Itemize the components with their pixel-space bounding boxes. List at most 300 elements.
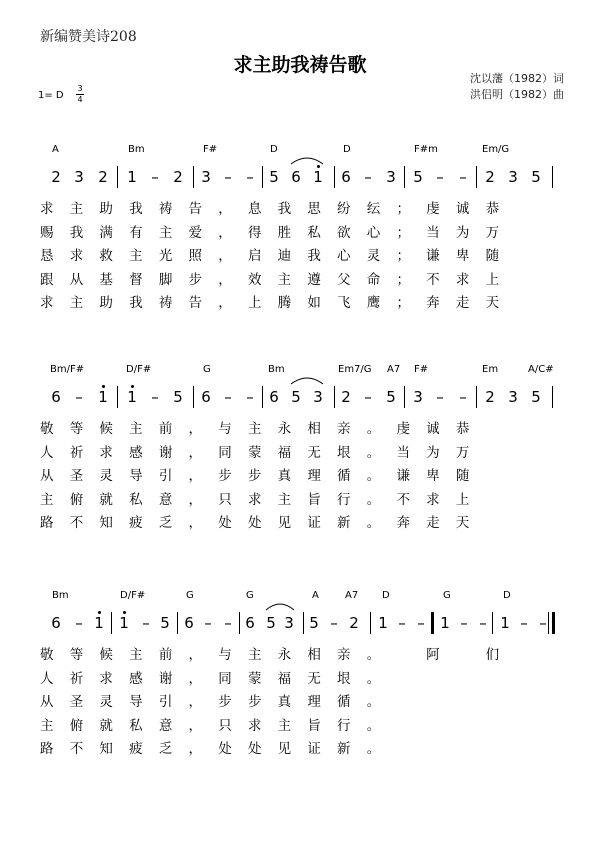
jianpu-note: – xyxy=(224,614,232,632)
jianpu-note: – xyxy=(224,168,232,186)
lyric-char: 督 xyxy=(129,271,143,288)
jianpu-note: 6 xyxy=(51,388,61,406)
jianpu-note: 5 xyxy=(386,388,396,406)
lyric-char: ； xyxy=(396,271,410,288)
lyric-char: 永 xyxy=(277,421,292,437)
lyric-char: 。 xyxy=(366,444,381,461)
lyric-char: 敬 xyxy=(40,647,54,663)
jianpu-note: 1 xyxy=(98,388,108,406)
lyric-char: 虔 xyxy=(396,421,410,437)
hymn-number: 新编赞美诗208 xyxy=(40,29,137,45)
lyric-char: 蒙 xyxy=(247,670,262,687)
lyric-char: 乏 xyxy=(158,515,173,531)
lyric-char: 恭 xyxy=(455,421,470,437)
lyric-char: 相 xyxy=(307,647,321,663)
lyric-char: ， xyxy=(188,491,203,508)
lyric-char: 思 xyxy=(307,201,321,217)
chord-symbol: Em/G xyxy=(482,144,510,155)
lyric-char: 启 xyxy=(247,248,262,264)
lyric-char: 奔 xyxy=(396,515,410,531)
lyric-char: 垠 xyxy=(337,670,351,687)
lyric-char: 遵 xyxy=(307,271,321,288)
lyric-char: 圣 xyxy=(69,468,84,484)
chord-symbol: Bm xyxy=(268,364,285,375)
jianpu-note: 3 xyxy=(284,614,294,632)
lyric-char: 天 xyxy=(455,515,470,531)
lyric-char: 等 xyxy=(69,647,84,663)
lyric-char: 理 xyxy=(307,694,321,710)
lyric-char: 福 xyxy=(277,444,292,461)
lyric-char: 步 xyxy=(218,694,232,710)
chord-symbol: D xyxy=(503,590,511,601)
lyric-char: 真 xyxy=(277,468,292,484)
lyric-char: 谦 xyxy=(396,468,410,484)
lyric-char: 导 xyxy=(129,694,143,710)
lyric-char: 息 xyxy=(247,201,262,217)
lyric-char: 欲 xyxy=(337,224,351,241)
lyric-char: 如 xyxy=(307,295,321,311)
jianpu-note: 2 xyxy=(341,388,351,406)
lyric-char: 上 xyxy=(247,295,262,311)
lyric-char: 虔 xyxy=(426,201,440,217)
lyric-char: 私 xyxy=(307,224,321,241)
jianpu-note: 1 xyxy=(119,614,129,632)
lyric-char: 我 xyxy=(129,201,143,217)
lyric-char: 路 xyxy=(40,741,54,757)
lyric-char: 恳 xyxy=(40,248,54,264)
jianpu-note: 2 xyxy=(173,168,183,186)
lyric-char: 救 xyxy=(99,248,113,264)
jianpu-note: – xyxy=(364,168,372,186)
lyric-char: ； xyxy=(396,248,410,264)
jianpu-note: 6 xyxy=(341,168,351,186)
lyric-char: 不 xyxy=(396,491,410,508)
lyric-char: 主 xyxy=(129,248,143,264)
lyric-char: 主 xyxy=(277,491,292,508)
lyric-char: 卑 xyxy=(455,248,470,264)
lyric-char: 循 xyxy=(337,694,351,710)
jianpu-note: 3 xyxy=(74,168,84,186)
chord-symbol: F# xyxy=(203,144,218,155)
jianpu-note: 1 xyxy=(313,168,323,186)
lyric-char: 基 xyxy=(99,271,113,288)
lyric-char: 相 xyxy=(307,421,321,437)
chord-symbol: F# xyxy=(414,364,429,375)
lyric-char: 。 xyxy=(366,491,381,508)
lyric-char: 为 xyxy=(455,224,470,241)
jianpu-note: 1 xyxy=(127,168,137,186)
lyric-char: 求 xyxy=(455,271,470,288)
lyric-char: 从 xyxy=(69,271,84,288)
lyric-char: 不 xyxy=(69,741,84,757)
jianpu-note: 5 xyxy=(291,388,301,406)
lyric-char: 候 xyxy=(99,647,113,663)
jianpu-note: – xyxy=(436,388,444,406)
jianpu-note: – xyxy=(151,388,159,406)
jianpu-note: – xyxy=(539,614,547,632)
lyric-char: 从 xyxy=(40,694,54,710)
lyric-char: 腾 xyxy=(277,295,292,311)
lyric-char: 求 xyxy=(426,491,440,508)
chord-symbol: D/F# xyxy=(120,590,146,601)
jianpu-note: – xyxy=(204,614,212,632)
lyric-char: 亲 xyxy=(337,421,351,437)
lyric-char: 处 xyxy=(218,741,232,757)
lyric-char: 证 xyxy=(307,741,321,757)
lyric-char: 真 xyxy=(277,694,292,710)
lyric-char: 助 xyxy=(99,295,113,311)
chord-symbol: A7 xyxy=(345,590,359,601)
lyric-char: 我 xyxy=(277,201,292,217)
lyric-char: 主 xyxy=(277,271,292,288)
lyric-char: 胜 xyxy=(277,224,292,241)
lyric-char: 们 xyxy=(485,647,500,663)
lyric-char: 迪 xyxy=(277,248,292,264)
jianpu-note: 5 xyxy=(531,168,541,186)
lyric-char: 亲 xyxy=(337,647,351,663)
jianpu-note: 2 xyxy=(485,388,495,406)
jianpu-note: 1 xyxy=(500,614,510,632)
lyric-char: 灵 xyxy=(99,468,113,484)
lyric-char: 知 xyxy=(99,515,113,531)
lyric-char: ， xyxy=(188,444,203,461)
lyric-char: ， xyxy=(188,670,203,687)
lyric-char: 告 xyxy=(188,295,203,311)
lyric-char: 候 xyxy=(99,421,113,437)
chord-symbol: G xyxy=(246,590,254,601)
lyric-char: 证 xyxy=(307,515,321,531)
jianpu-note: – xyxy=(75,614,83,632)
jianpu-note: – xyxy=(459,388,467,406)
jianpu-note: 5 xyxy=(413,168,423,186)
lyric-char: 天 xyxy=(485,295,500,311)
lyric-char: 行 xyxy=(337,717,351,734)
lyric-char: 跟 xyxy=(40,271,54,288)
jianpu-note: – xyxy=(75,388,83,406)
lyric-char: 只 xyxy=(218,717,232,734)
lyric-char: 。 xyxy=(366,741,381,757)
chord-symbol: A xyxy=(312,590,319,601)
chord-symbol: A7 xyxy=(387,364,401,375)
lyric-char: 求 xyxy=(247,491,262,508)
lyric-char: 告 xyxy=(188,201,203,217)
lyric-char: ； xyxy=(396,224,410,241)
lyric-char: ， xyxy=(188,694,203,710)
chord-symbol: A/C# xyxy=(528,364,554,375)
lyric-char: 万 xyxy=(455,444,470,461)
lyric-char: 旨 xyxy=(307,717,321,734)
lyric-char: 与 xyxy=(218,421,232,437)
jianpu-note: 3 xyxy=(413,388,423,406)
tie-slur xyxy=(266,604,294,610)
jianpu-note: 3 xyxy=(313,388,323,406)
lyric-char: 奔 xyxy=(426,295,440,311)
chord-symbol: G xyxy=(186,590,194,601)
lyric-char: 疲 xyxy=(129,741,143,757)
lyric-char: 祈 xyxy=(69,670,84,687)
chord-symbol: Em7/G xyxy=(338,364,372,375)
lyric-char: 恭 xyxy=(485,201,500,217)
lyric-char: 圣 xyxy=(69,694,84,710)
jianpu-note: 1 xyxy=(440,614,450,632)
lyric-char: 循 xyxy=(337,468,351,484)
lyric-char: 从 xyxy=(40,468,54,484)
lyric-char: 满 xyxy=(99,224,113,241)
lyric-char: 谢 xyxy=(158,670,173,687)
lyric-char: 主 xyxy=(158,224,173,241)
lyric-char: 走 xyxy=(426,515,440,531)
lyric-char: 导 xyxy=(129,468,143,484)
lyric-char: 人 xyxy=(40,444,54,461)
lyric-char: 卑 xyxy=(426,468,440,484)
lyric-char: 。 xyxy=(366,647,381,663)
lyric-char: 俯 xyxy=(69,491,84,508)
lyric-char: 主 xyxy=(69,201,84,217)
lyric-char: 主 xyxy=(277,717,292,734)
chord-symbol: Em xyxy=(482,364,499,375)
jianpu-note: – xyxy=(246,168,254,186)
jianpu-note: – xyxy=(151,168,159,186)
lyric-char: 诚 xyxy=(455,201,470,217)
chord-symbol: D xyxy=(382,590,390,601)
lyric-char: 前 xyxy=(158,421,173,437)
lyric-char: ， xyxy=(188,421,203,437)
lyric-char: 脚 xyxy=(158,271,173,288)
lyric-char: ， xyxy=(218,224,232,241)
lyric-char: 灵 xyxy=(366,248,381,264)
lyric-char: ， xyxy=(188,515,203,531)
chord-symbol: A xyxy=(52,144,59,155)
lyric-char: 理 xyxy=(307,468,321,484)
lyric-char: 为 xyxy=(426,444,440,461)
meter-top: 3 xyxy=(77,84,83,93)
chord-symbol: D/F# xyxy=(126,364,152,375)
key-signature: 1= D xyxy=(38,90,64,101)
lyric-char: 赐 xyxy=(40,224,54,241)
lyric-char: 主 xyxy=(247,421,262,437)
lyric-char: 等 xyxy=(69,421,84,437)
lyric-char: 父 xyxy=(337,271,351,288)
lyric-char xyxy=(396,643,410,663)
lyric-char: 主 xyxy=(247,647,262,663)
lyric-char: 人 xyxy=(40,670,54,687)
lyric-char: 灵 xyxy=(99,694,113,710)
lyric-char: 祷 xyxy=(158,295,173,311)
jianpu-note: 5 xyxy=(173,388,183,406)
chord-symbol: Bm xyxy=(52,590,69,601)
chord-symbol: G xyxy=(203,364,211,375)
lyric-char: 万 xyxy=(485,224,500,241)
lyric-char: 知 xyxy=(99,741,113,757)
jianpu-note: – xyxy=(417,614,425,632)
lyric-char: 我 xyxy=(69,224,84,241)
jianpu-note: – xyxy=(459,168,467,186)
jianpu-note: – xyxy=(436,168,444,186)
jianpu-note: 2 xyxy=(485,168,495,186)
lyric-char: 求 xyxy=(40,295,54,311)
lyric-char: 祷 xyxy=(158,201,173,217)
jianpu-note: 6 xyxy=(291,168,301,186)
lyric-char: 就 xyxy=(99,491,113,508)
lyricist-credit: 沈以藩（1982）词 xyxy=(470,72,564,85)
lyric-char: 随 xyxy=(455,468,470,484)
jianpu-note: 2 xyxy=(51,168,61,186)
lyric-char: 步 xyxy=(247,468,262,484)
chord-symbol: Bm/F# xyxy=(50,364,85,375)
lyric-char: 蒙 xyxy=(247,444,262,461)
lyric-char: 照 xyxy=(188,248,203,264)
lyric-char: ， xyxy=(188,741,203,757)
lyric-char: 有 xyxy=(129,224,143,241)
lyric-char: ， xyxy=(188,717,203,734)
lyric-char: 不 xyxy=(426,271,440,288)
lyric-char: 求 xyxy=(69,248,84,264)
jianpu-note: – xyxy=(460,614,468,632)
jianpu-note: 2 xyxy=(349,614,359,632)
lyric-char: 就 xyxy=(99,717,113,734)
lyric-char: ， xyxy=(218,201,232,217)
lyric-char: 得 xyxy=(247,224,262,241)
lyric-char: 鹰 xyxy=(366,295,381,311)
lyric-char: 前 xyxy=(158,647,173,663)
lyric-char: ； xyxy=(396,295,410,311)
jianpu-note: – xyxy=(364,388,372,406)
lyric-char: 行 xyxy=(337,491,351,508)
lyric-char: 命 xyxy=(366,271,381,288)
lyric-char: 主 xyxy=(129,421,143,437)
jianpu-note: 6 xyxy=(245,614,255,632)
lyric-char: 意 xyxy=(158,717,173,734)
lyric-char: 当 xyxy=(396,444,410,461)
chord-symbol: Bm xyxy=(128,144,145,155)
lyric-char: 无 xyxy=(307,670,321,687)
lyric-char: 。 xyxy=(366,717,381,734)
lyric-char: 飞 xyxy=(337,295,351,311)
jianpu-note: 1 xyxy=(94,614,104,632)
lyric-char: 光 xyxy=(158,248,173,264)
lyric-char: 。 xyxy=(366,421,381,437)
lyric-char: 不 xyxy=(69,515,84,531)
lyric-char: 谢 xyxy=(158,444,173,461)
jianpu-note: 1 xyxy=(378,614,388,632)
lyric-char: 上 xyxy=(485,271,500,288)
lyric-char: 同 xyxy=(218,670,232,687)
lyric-char: 我 xyxy=(129,295,143,311)
jianpu-note: 5 xyxy=(309,614,319,632)
jianpu-note: 5 xyxy=(160,614,170,632)
lyric-char: 。 xyxy=(366,468,381,484)
lyric-char: 祈 xyxy=(69,444,84,461)
lyric-char: 主 xyxy=(40,491,54,508)
lyric-char: 俯 xyxy=(69,717,84,734)
lyric-char: ， xyxy=(188,468,203,484)
lyric-char: 求 xyxy=(99,444,113,461)
lyric-char: 感 xyxy=(129,670,143,687)
lyric-char: ， xyxy=(218,271,232,288)
composer-credit: 洪侣明（1982）曲 xyxy=(470,88,564,101)
lyric-char: 无 xyxy=(307,444,321,461)
hymn-title: 求主助我祷告歌 xyxy=(233,54,367,76)
lyric-char: 垠 xyxy=(337,444,351,461)
jianpu-note: 3 xyxy=(508,388,518,406)
jianpu-note: 6 xyxy=(184,614,194,632)
lyric-char: 永 xyxy=(277,647,292,663)
lyric-char: 。 xyxy=(366,670,381,687)
lyric-char: 处 xyxy=(247,515,262,531)
lyric-char: 新 xyxy=(337,741,351,757)
lyric-char: 主 xyxy=(129,647,143,663)
lyric-char: 。 xyxy=(366,515,381,531)
jianpu-note: 6 xyxy=(201,388,211,406)
jianpu-note: 5 xyxy=(269,168,279,186)
jianpu-note: 5 xyxy=(266,614,276,632)
chord-symbol: G xyxy=(443,590,451,601)
lyric-char: 当 xyxy=(426,224,440,241)
lyric-char: 私 xyxy=(129,491,143,508)
lyric-char: 纷 xyxy=(337,201,351,217)
jianpu-note: 6 xyxy=(51,614,61,632)
lyric-char: 心 xyxy=(366,224,381,241)
lyric-char: 谦 xyxy=(426,248,440,264)
lyric-char: 随 xyxy=(485,248,500,264)
lyric-char: 爱 xyxy=(188,224,203,241)
jianpu-note: 6 xyxy=(269,388,279,406)
lyric-char: 主 xyxy=(40,717,54,734)
lyric-char: 。 xyxy=(366,694,381,710)
lyric-char: 阿 xyxy=(426,647,440,663)
lyric-char: 旨 xyxy=(307,491,321,508)
lyric-char: 敬 xyxy=(40,421,54,437)
chord-symbol: F#m xyxy=(414,144,438,155)
lyric-char: 疲 xyxy=(129,515,143,531)
lyric-char: 引 xyxy=(158,468,173,484)
chord-symbol: D xyxy=(343,144,351,155)
lyric-char: ， xyxy=(218,295,232,311)
lyric-char: ， xyxy=(188,647,203,663)
lyric-char: 引 xyxy=(158,694,173,710)
jianpu-note: 3 xyxy=(386,168,396,186)
lyric-char: 与 xyxy=(218,647,232,663)
jianpu-note: 3 xyxy=(508,168,518,186)
lyric-char: 我 xyxy=(307,248,321,264)
lyric-char: 感 xyxy=(129,444,143,461)
lyric-char: 求 xyxy=(40,201,54,217)
lyric-char: 求 xyxy=(247,717,262,734)
jianpu-note: – xyxy=(479,614,487,632)
lyric-char: 走 xyxy=(455,295,470,311)
jianpu-note: – xyxy=(246,388,254,406)
lyric-char: 求 xyxy=(99,670,113,687)
lyric-char: 福 xyxy=(277,670,292,687)
lyric-char: ； xyxy=(396,201,410,217)
lyric-char: 同 xyxy=(218,444,232,461)
jianpu-note: – xyxy=(330,614,338,632)
jianpu-note: 5 xyxy=(531,388,541,406)
jianpu-note: 3 xyxy=(201,168,211,186)
lyric-char xyxy=(456,643,470,663)
jianpu-note: – xyxy=(224,388,232,406)
lyric-char: ， xyxy=(218,248,232,264)
lyric-char: 效 xyxy=(247,271,262,288)
jianpu-note: – xyxy=(520,614,528,632)
lyric-char: 步 xyxy=(247,694,262,710)
lyric-char: 纭 xyxy=(366,201,381,217)
meter-bottom: 4 xyxy=(77,95,83,104)
lyric-char: 上 xyxy=(455,491,470,508)
lyric-char: 见 xyxy=(277,515,292,531)
jianpu-note: 1 xyxy=(127,388,137,406)
lyric-char: 私 xyxy=(129,717,143,734)
